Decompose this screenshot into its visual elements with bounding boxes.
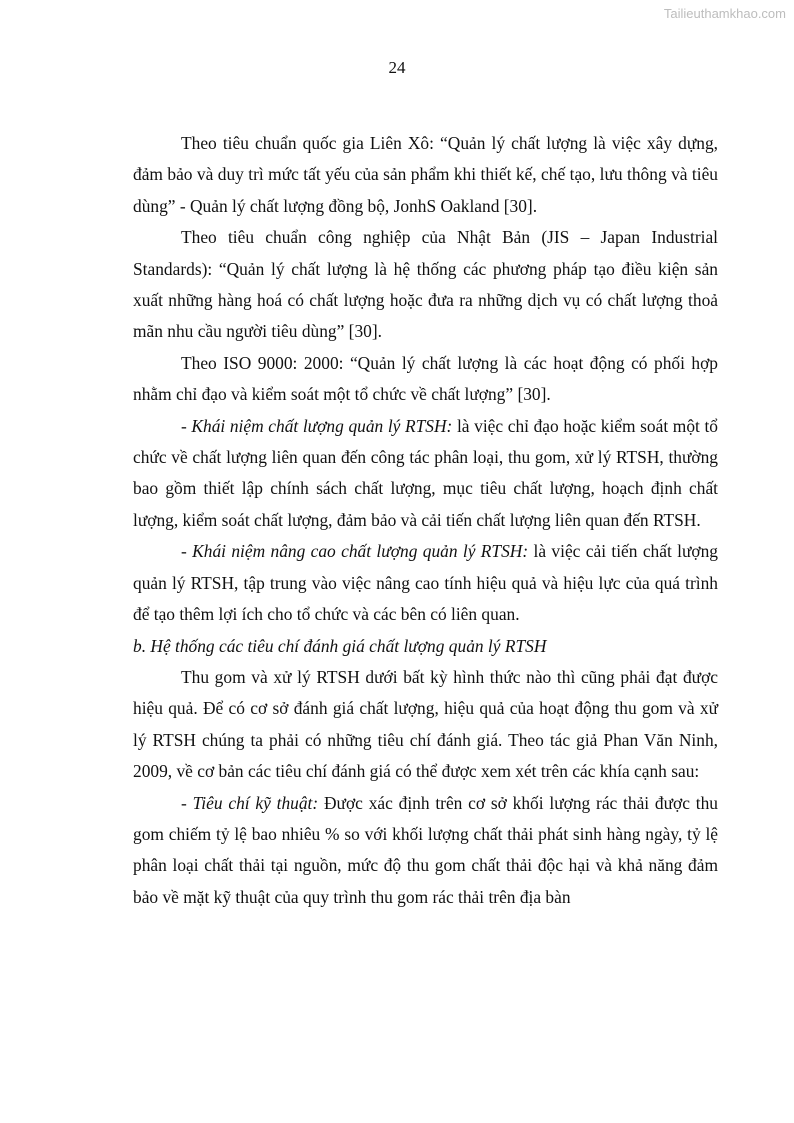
watermark: Tailieuthamkhao.com: [663, 6, 786, 21]
paragraph-criteria-intro: Thu gom và xử lý RTSH dưới bất kỳ hình thức nào thì cũng phải đạt được hiệu quả. Để có cơ sở đánh giá chất lượng, hiệu quả của hoạt động thu gom và xử lý RTSH chúng ta phải có những tiêu chí đánh giá. Theo tác giả Phan Văn Ninh, 2009, về cơ bản các tiêu chí đánh giá có thể được xem xét trên các khía cạnh sau:: [133, 666, 718, 782]
text-quality-concept: là việc chỉ đạo hoặc kiểm soát một tổ chức về chất lượng liên quan đến công tác phân loại, thu gom, xử lý RTSH, thường bao gồm thiết lập chính sách chất lượng, mục tiêu chất lượng, hoạch định chất lượng, kiểm soát chất lượng, đảm bảo và cải tiến chất lượng liên quan đến RTSH.: [133, 415, 718, 530]
paragraph-technical-criteria: [133, 788, 718, 914]
paragraph-jis-standard: Theo tiêu chuẩn công nghiệp của Nhật Bản (JIS – Japan Industrial Standards): “Quản lý chất lượng là hệ thống các phương pháp tạo điều kiện sản xuất những hàng hoá có chất lượng hoặc đưa ra những dịch vụ có chất lượng thoả mãn nhu cầu người tiêu dùng” [30].: [133, 227, 718, 342]
page-number: 24: [388, 58, 406, 77]
document-body: [133, 128, 718, 913]
text-improvement-concept: là việc cải tiến chất lượng quản lý RTSH, tập trung vào việc nâng cao tính hiệu quả và hiệu lực của quá trình để tạo thêm lợi ích cho tổ chức và các bên có liên quan.: [133, 541, 718, 625]
term-quality-concept: - Khái niệm chất lượng quản lý RTSH:: [181, 415, 453, 436]
section-heading-b: b. Hệ thống các tiêu chí đánh giá chất lượng quản lý RTSH: [133, 635, 547, 656]
paragraph-improvement-concept: [133, 536, 718, 630]
text-technical-criteria: Được xác định trên cơ sở khối lượng rác thải được thu gom chiếm tỷ lệ bao nhiêu % so với khối lượng chất thải phát sinh hàng ngày, tỷ lệ phân loại chất thải tại nguồn, mức độ thu gom chất thải độc hại và khả năng đảm bảo về mặt kỹ thuật của quy trình thu gom rác thải trên địa bàn: [133, 792, 718, 907]
paragraph-soviet-standard: Theo tiêu chuẩn quốc gia Liên Xô: “Quản lý chất lượng là việc xây dựng, đảm bảo và duy trì mức tất yếu của sản phẩm khi thiết kế, chế tạo, lưu thông và tiêu dùng” - Quản lý chất lượng đồng bộ, JonhS Oakland [30].: [133, 133, 718, 216]
term-improvement-concept: - Khái niệm nâng cao chất lượng quản lý RTSH:: [181, 541, 529, 562]
paragraph-iso-standard: Theo ISO 9000: 2000: “Quản lý chất lượng là các hoạt động có phối hợp nhằm chỉ đạo và kiểm soát một tổ chức về chất lượng” [30].: [133, 352, 718, 405]
paragraph-quality-concept: [133, 411, 718, 537]
term-technical-criteria: - Tiêu chí kỹ thuật:: [181, 792, 319, 813]
